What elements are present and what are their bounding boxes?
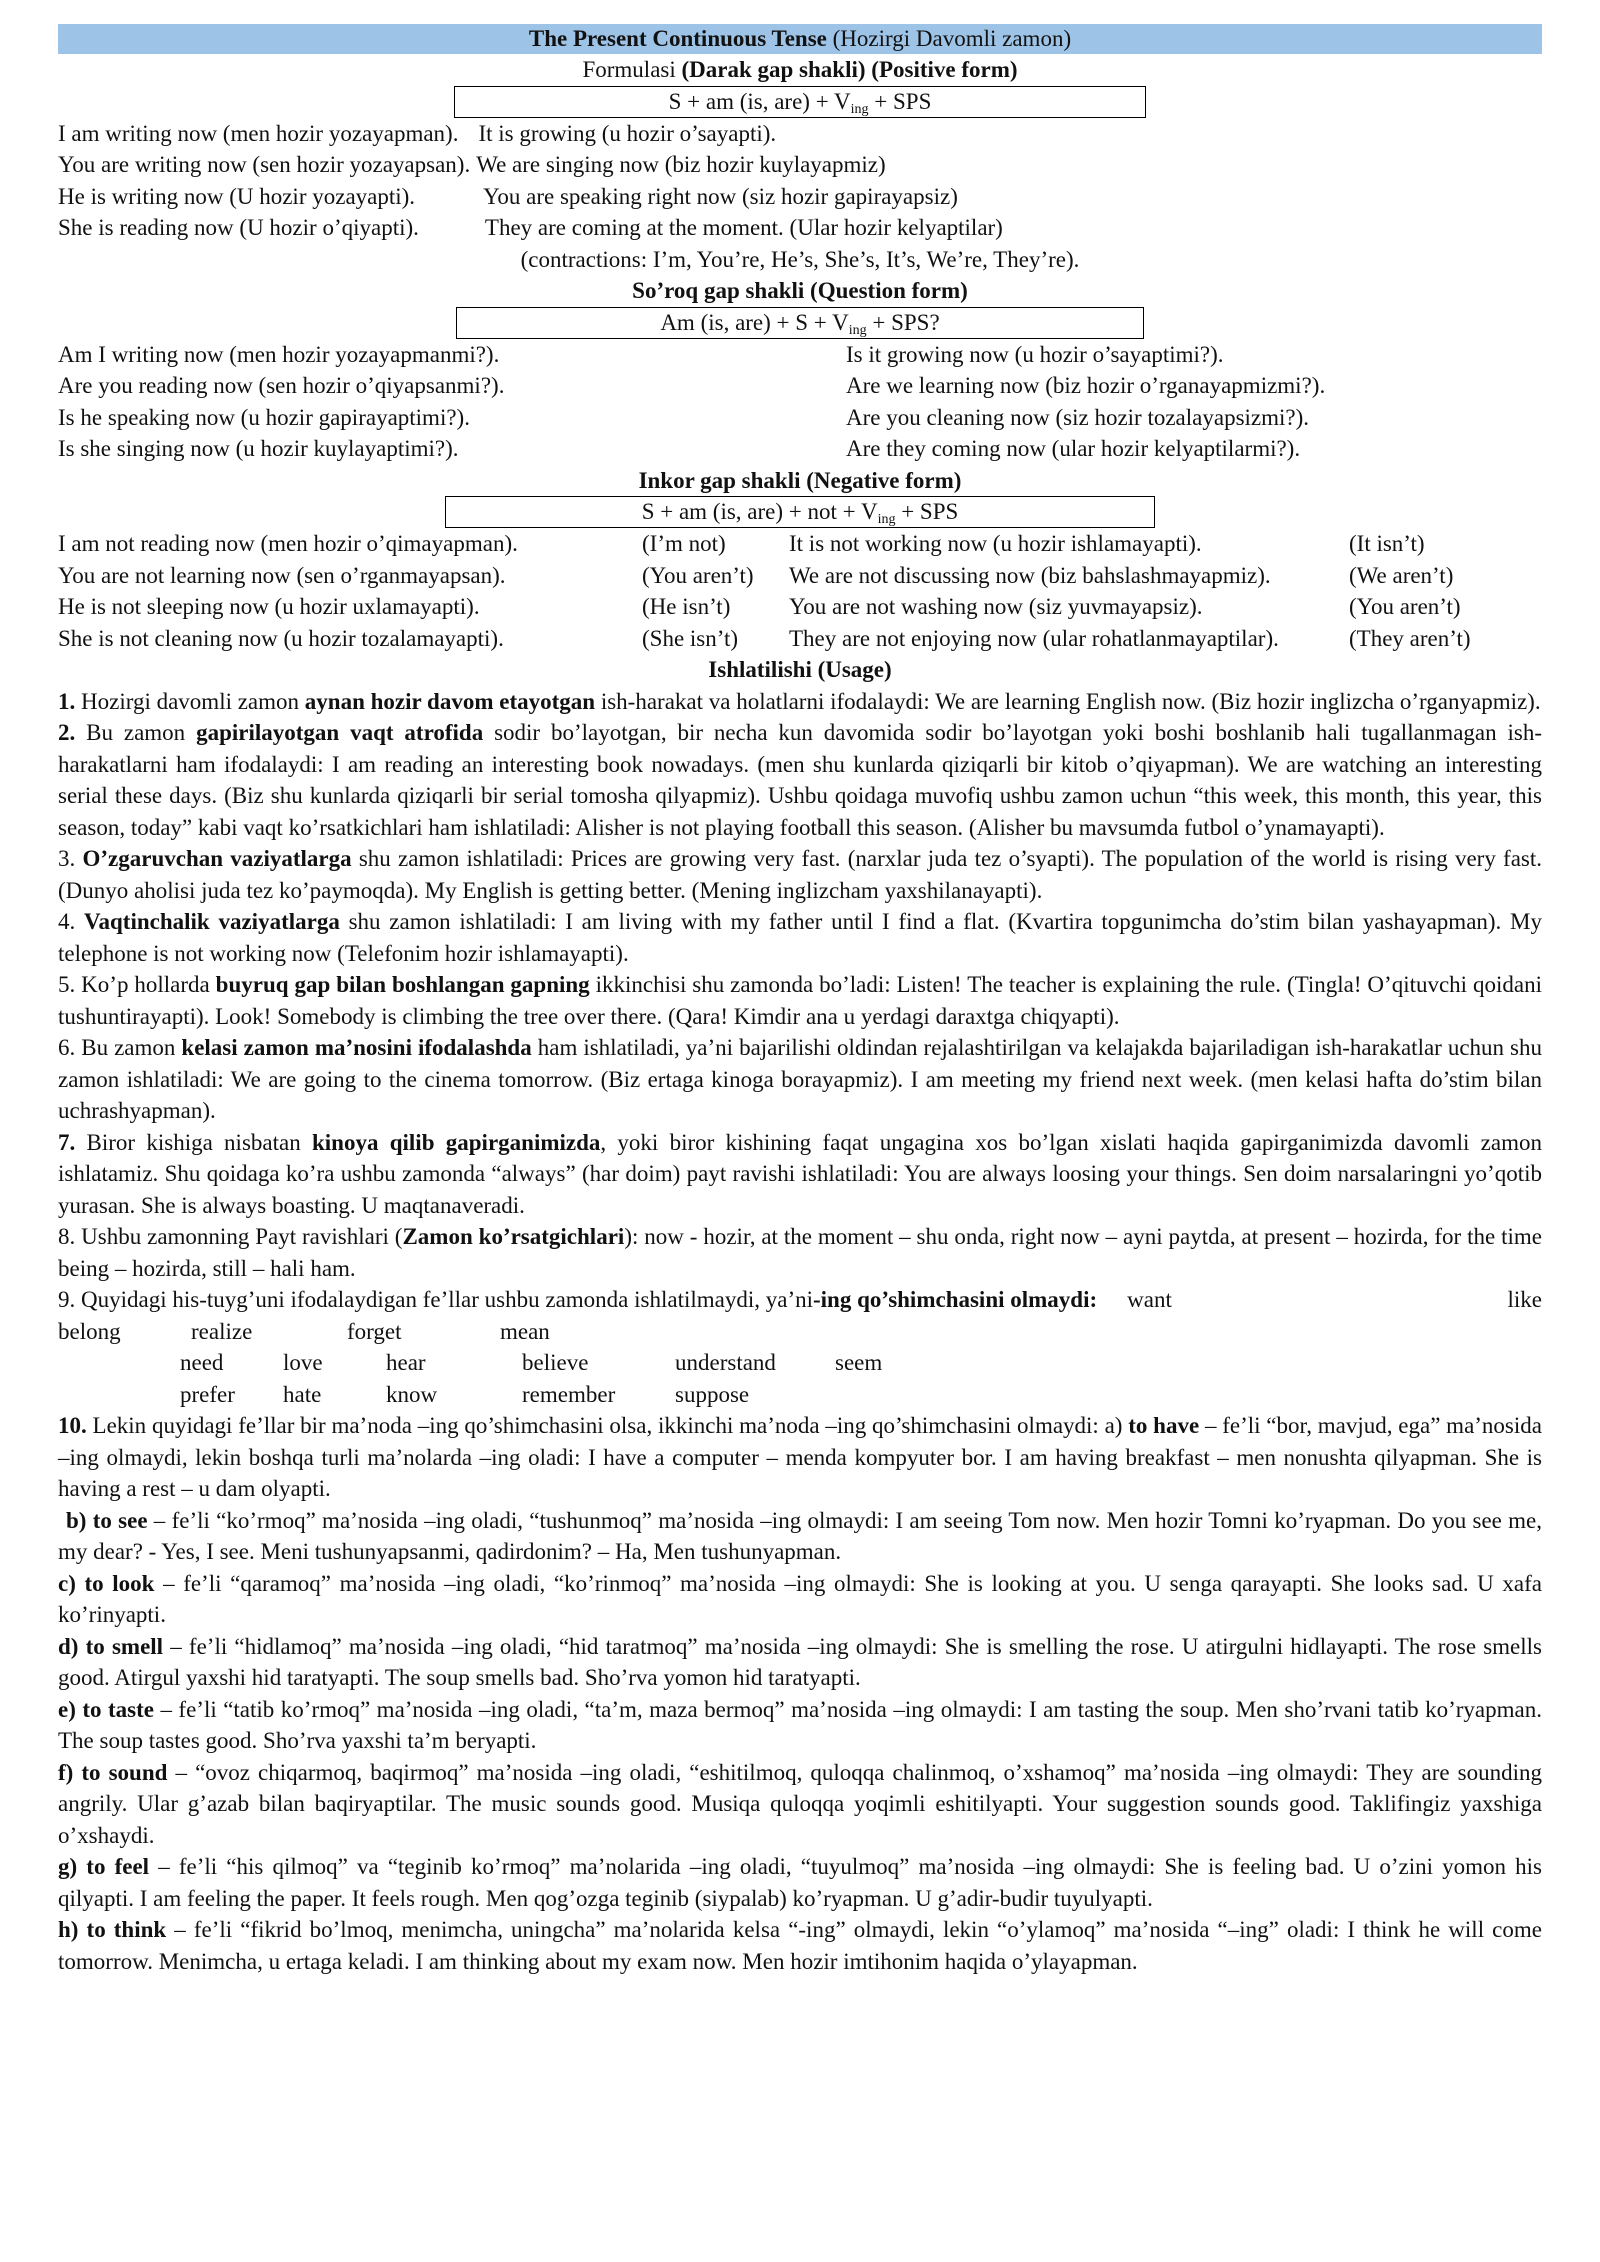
para-bold: h) to think (58, 1917, 167, 1942)
usage-paragraph-2 (58, 717, 1542, 843)
verb-word: want (1127, 1287, 1172, 1312)
negative-left: She is not cleaning now (u hozir tozalamayapti). (58, 625, 504, 651)
negative-left: You are not learning now (sen o’rganmayapsan). (58, 562, 506, 588)
negative-right-contraction: (You aren’t) (1349, 594, 1461, 619)
question-example-row (58, 402, 1542, 434)
para-bold: b) to see (66, 1507, 148, 1533)
negative-right: You are not washing now (siz yuvmayapsiz). (789, 594, 1203, 619)
usage-sub-d (58, 1631, 1542, 1694)
verb-list-row (58, 1347, 1542, 1379)
contractions-note: (contractions: I’m, You’re, He’s, She’s, It’s, We’re, They’re). (520, 246, 1080, 272)
verb-list-row (58, 1316, 1542, 1348)
usage-paragraph-1 (58, 686, 1542, 718)
usage-paragraph-10 (58, 1410, 1542, 1505)
para-bold: g) to feel (58, 1854, 150, 1879)
para-number: 5 (58, 972, 70, 997)
question-left: Are you reading now (sen hozir o’qiyapsanmi?). (58, 373, 505, 398)
document-title (58, 24, 1542, 54)
para-text: . Ko’p hollarda (69, 972, 216, 997)
verb-word: love (283, 1350, 323, 1375)
negative-left-contraction: (She isn’t) (642, 625, 739, 651)
title-rest: (Hozirgi Davomli zamon) (826, 26, 1072, 51)
para-number: 3 (58, 846, 70, 871)
para-number: 6 (58, 1035, 70, 1060)
para-text: – fe’li “ko’rmoq” ma’nosida –ing oladi, “tushunmoq” ma’nosida –ing olmaydi: I am seeing Tom now. Men hozir Tomni ko’ryapman. Do you see me, my dear? - Yes, I see. Meni tushunyapsanmi, qadirdonim? – Ha, Men tushunyapman. (58, 1507, 1542, 1564)
example-right: We are singing now (biz hozir kuylayapmiz) (476, 152, 886, 177)
formula-sub: ing (848, 322, 867, 338)
para-text: Lekin quyidagi fe’llar bir ma’noda –ing qo’shimchasini olsa, ikkinchi ma’noda –ing qo’shimchasini olmaydi: a) (86, 1413, 1129, 1438)
para-text: shu zamon ishlatiladi: Prices are growing very fast. (narxlar juda tez o’syapti). The population of the world is rising very fast. (Dunyo aholisi juda tez ko’paymoqda). My English is getting better. (Mening inglizcham yaxshilanayapti). (58, 846, 1543, 903)
formula-text: + SPS? (866, 309, 940, 335)
negative-heading (58, 465, 1542, 497)
para-number: 1. (58, 688, 76, 714)
formula-text: Am (is, are) + S + V (660, 309, 849, 335)
example-right: They are coming at the moment. (Ular hozir kelyaptilar) (484, 215, 1003, 240)
formula-text: S + am (is, are) + not + V (641, 499, 878, 524)
para-text: ): now - hozir, at the moment – shu onda, right now – ayni paytda, at present – hozirda, for the time being – hozirda, still – hali ham. (58, 1224, 1542, 1281)
para-bold: gapirilayotgan vaqt atrofida (196, 720, 484, 745)
usage-paragraph-5 (58, 969, 1542, 1032)
negative-left-contraction: (He isn’t) (642, 594, 731, 619)
negative-formula-box (445, 496, 1155, 528)
positive-formula-box (454, 86, 1146, 118)
negative-right: We are not discussing now (biz bahslashmayapmiz). (789, 562, 1271, 588)
question-left: Is he speaking now (u hozir gapirayaptimi?). (58, 404, 470, 430)
para-text: ish-harakat va holatlarni ifodalaydi: We are learning English now. (Biz hozir inglizcha o’rganyapmiz). (595, 688, 1541, 714)
para-number: 2. (58, 720, 76, 745)
para-bold: e) to taste (58, 1696, 154, 1722)
usage-heading (58, 654, 1542, 686)
question-example-row (58, 433, 1542, 465)
para-bold: buyruq gap bilan boshlangan gapning (215, 972, 590, 997)
para-text: – fe’li “his qilmoq” va “teginib ko’rmoq” ma’nolarida –ing oladi, “tuyulmoq” ma’nosida –ing olmaydi: She is feeling bad. U o’zini yomon his qilyapti. I am feeling the paper. It feels rough. Men qog’ozga teginib (siypalab) ko’ryapman. U g’adir-budir tuyulyapti. (58, 1854, 1542, 1911)
negative-heading-text: Inkor gap shakli (Negative form) (638, 467, 962, 493)
negative-left: He is not sleeping now (u hozir uxlamayapti). (58, 594, 480, 619)
para-text: Hozirgi davomli zamon (75, 688, 305, 714)
negative-example-row (58, 623, 1542, 655)
para-text: shu zamon ishlatiladi: I am living with my father until I find a flat. (Kvartira topgunimcha do’stim bilan yashayapman). My telephone is not working now (Telefonim hozir ishlamayapti). (58, 909, 1543, 966)
para-text: – fe’li “tatib ko’rmoq” ma’nosida –ing oladi, “ta’m, maza bermoq” ma’nosida –ing olmaydi: I am tasting the soup. Men sho’rvani tatib ko’ryapman. The soup tastes good. Sho’rva yaxshi ta’m beryapti. (58, 1696, 1542, 1753)
verb-word: need (180, 1350, 224, 1375)
usage-sub-h (58, 1914, 1542, 1977)
usage-paragraph-9 (58, 1284, 1542, 1316)
formula-text: + SPS (895, 499, 959, 524)
negative-example-row (58, 528, 1542, 560)
para-text: . (69, 846, 83, 871)
example-right: You are speaking right now (siz hozir gapirayapsiz) (483, 183, 958, 209)
verb-word: remember (522, 1381, 616, 1407)
verb-word: seem (835, 1350, 883, 1375)
positive-example-line (58, 181, 1542, 213)
question-heading (58, 275, 1542, 307)
usage-paragraph-8 (58, 1221, 1542, 1284)
para-text: sodir bo’layotgan, bir necha kun davomida sodir bo’layotgan yoki boshi boshlanib hali tugallanmagan ish-harakatlarni ham ifodalaydi: I am reading an interesting book nowadays. (men shu kunlarda qiziqarli bir kitob o’qiyapman). We are watching an interesting serial these days. (Biz shu kunlarda qiziqarli bir serial tomosha qilyapmiz). Ushbu qoidaga muvofiq ushbu zamon uchun “this week, this month, this year, this season, today” kabi vaqt ko’rsatkichlari ham ishlatiladi: Alisher is not playing football this season. (Alisher bu mavsumda futbol o’ynamayapti). (58, 720, 1542, 840)
example-left: I am writing now (men hozir yozayapman). (58, 120, 459, 146)
verb-word: forget (347, 1318, 402, 1344)
positive-example-line (58, 118, 1542, 150)
para-text: – fe’li “fikrid bo’lmoq, menimcha, uningcha” ma’nolarida kelsa “-ing” olmaydi, lekin “o’ylamoq” ma’nosida “–ing” oladi: I think he will come tomorrow. Menimcha, u ertaga keladi. I am thinking about my exam now. Men hozir imtihonim haqida o’ylayapman. (58, 1917, 1542, 1974)
usage-paragraph-6 (58, 1032, 1542, 1127)
verb-word: hate (283, 1381, 322, 1407)
para-text: – fe’li “hidlamoq” ma’nosida –ing oladi, “hid taratmoq” ma’nosida –ing olmaydi: She is smelling the rose. U atirgulni hidlayapti. The rose smells good. Atirgul yaxshi hid taratyapti. The soup smells bad. Sho’rva yomon hid taratyapti. (58, 1633, 1542, 1690)
verb-word: like (1507, 1287, 1542, 1312)
positive-heading-plain: Formulasi (582, 57, 682, 82)
document-page (58, 24, 1542, 1977)
positive-example-line (58, 212, 1542, 244)
para-text: – “ovoz chiqarmoq, baqirmoq” ma’nosida –ing oladi, “eshitilmoq, quloqqa chalinmoq, o’xshamoq” ma’nosida –ing olmaydi: They are sounding angrily. Ular g’azab bilan baqiryaptilar. The music sounds good. Musiqa quloqqa yoqimli eshitilyapti. Your suggestion sounds good. Taklifingiz yaxshiga o’xshaydi. (58, 1759, 1542, 1848)
verb-word: know (386, 1381, 438, 1407)
usage-paragraph-4 (58, 906, 1542, 969)
para-number: 7. (58, 1129, 76, 1155)
formula-text: S + am (is, are) + V (668, 88, 851, 114)
verb-word: belong (58, 1318, 121, 1344)
para-bold: -ing qo’shimchasini olmaydi: (813, 1287, 1098, 1312)
question-left: Is she singing now (u hozir kuylayaptimi?). (58, 436, 459, 461)
example-right: It is growing (u hozir o’sayapti). (478, 120, 777, 146)
para-bold: Vaqtinchalik vaziyatlarga (84, 909, 340, 934)
verb-list-row (58, 1379, 1542, 1411)
para-bold: to have (1128, 1413, 1200, 1438)
question-formula-box (456, 307, 1144, 339)
verb-word: prefer (180, 1381, 235, 1407)
question-left: Am I writing now (men hozir yozayapmanmi?). (58, 341, 500, 367)
verb-word: suppose (675, 1381, 750, 1407)
para-text: ikkinchisi shu zamonda bo’ladi: Listen! The teacher is explaining the rule. (Tingla! O’qituvchi qoidani tushuntirayapti). Look! Somebody is climbing the tree over there. (Qara! Kimdir ana u yerdagi daraxtga chiqyapti). (58, 972, 1542, 1029)
example-left: He is writing now (U hozir yozayapti). (58, 183, 416, 209)
para-bold: Zamon ko’rsatgichlari (402, 1224, 625, 1249)
para-text: Bu zamon (75, 720, 197, 745)
negative-example-row (58, 560, 1542, 592)
question-heading-text: So’roq gap shakli (Question form) (632, 278, 968, 303)
para-bold: f) to sound (58, 1759, 168, 1785)
usage-sub-f (58, 1757, 1542, 1852)
positive-example-line (58, 149, 1542, 181)
title-bold: The Present Continuous Tense (528, 26, 827, 51)
usage-heading-text: Ishlatilishi (Usage) (708, 657, 892, 682)
para-number: 4 (58, 909, 70, 934)
example-left: She is reading now (U hozir o’qiyapti). (58, 215, 419, 240)
usage-sub-b (58, 1505, 1542, 1568)
usage-paragraph-3 (58, 843, 1542, 906)
para-text: . Ushbu zamonning Payt ravishlari ( (69, 1224, 403, 1249)
para-text: – fe’li “qaramoq” ma’nosida –ing oladi, “ko’rinmoq” ma’nosida –ing olmaydi: She is looking at you. U senga qarayapti. She looks sad. U xafa ko’rinyapti. (58, 1570, 1542, 1627)
verb-word: hear (386, 1350, 426, 1375)
para-bold: d) to smell (58, 1633, 164, 1659)
formula-sub: ing (850, 101, 869, 117)
para-text: 9. Quyidagi his-tuyg’uni ifodalaydigan fe’llar ushbu zamonda ishlatilmaydi, ya’ni (58, 1287, 813, 1312)
para-text: – fe’li “bor, mavjud, ega” ma’nosida –ing olmaydi, lekin boshqa turli ma’nolarda –ing oladi: I have a computer – menda kompyuter bor. I am having breakfast – men nonushta qilyapman. She is having a rest – u dam olyapti. (58, 1413, 1542, 1501)
para-bold: O’zgaruvchan vaziyatlarga (82, 846, 352, 871)
usage-sub-g (58, 1851, 1542, 1914)
para-bold: kelasi zamon ma’nosini ifodalashda (181, 1035, 532, 1060)
negative-right-contraction: (It isn’t) (1349, 531, 1425, 556)
question-example-row (58, 339, 1542, 371)
verb-word: realize (191, 1318, 253, 1344)
negative-example-row (58, 591, 1542, 623)
verb-word: mean (500, 1318, 550, 1344)
usage-paragraph-7 (58, 1127, 1542, 1222)
negative-right-contraction: (They aren’t) (1349, 625, 1471, 651)
negative-left-contraction: (You aren’t) (642, 562, 754, 588)
question-right: Are you cleaning now (siz hozir tozalayapsizmi?). (846, 404, 1310, 430)
negative-right: They are not enjoying now (ular rohatlanmayaptilar). (789, 625, 1279, 651)
negative-left: I am not reading now (men hozir o’qimayapman). (58, 531, 518, 556)
para-bold: aynan hozir davom etayotgan (304, 688, 596, 714)
question-right: Are we learning now (biz hozir o’rganayapmizmi?). (846, 373, 1326, 398)
question-right: Are they coming now (ular hozir kelyaptilarmi?). (846, 436, 1301, 461)
verb-word: understand (675, 1350, 776, 1375)
negative-right: It is not working now (u hozir ishlamayapti). (789, 531, 1202, 556)
formula-sub: ing (877, 512, 896, 527)
verb-word: believe (522, 1350, 589, 1375)
usage-sub-c (58, 1568, 1542, 1631)
para-text: . Bu zamon (69, 1035, 182, 1060)
example-left: You are writing now (sen hozir yozayapsan). (58, 152, 471, 177)
formula-text: + SPS (868, 88, 932, 114)
para-number: 8 (58, 1224, 70, 1249)
para-number: 10. (58, 1413, 87, 1438)
para-text: . (69, 909, 85, 934)
question-right: Is it growing now (u hozir o’sayaptimi?). (846, 341, 1224, 367)
positive-heading (58, 54, 1542, 86)
question-example-row (58, 370, 1542, 402)
positive-heading-bold: (Darak gap shakli) (Positive form) (681, 57, 1018, 82)
para-bold: c) to look (58, 1570, 155, 1596)
para-bold: kinoya qilib gapirganimizda (311, 1129, 601, 1155)
para-text: , yoki biror kishining faqat ungagina xos bo’lgan xislati haqida gapirganimizda davomli zamon ishlatamiz. Shu qoidaga ko’ra ushbu zamonda “always” (har doim) payt ravishi ishlatiladi: You are always loosing your things. Sen doim narsalaringni yo’qotib yurasan. She is always boasting. U maqtanaveradi. (58, 1129, 1542, 1218)
negative-right-contraction: (We aren’t) (1349, 562, 1454, 588)
negative-left-contraction: (I’m not) (642, 531, 726, 556)
para-text: ham ishlatiladi, ya’ni bajarilishi oldindan rejalashtirilgan va kelajakda bajariladigan ish-harakatlar uchun shu zamon ishlatiladi: We are going to the cinema tomorrow. (Biz ertaga kinoga borayapmiz). I am meeting my friend next week. (men kelasi hafta do’stim bilan uchrashyapman). (58, 1035, 1542, 1123)
usage-sub-e (58, 1694, 1542, 1757)
para-text: Biror kishiga nisbatan (75, 1129, 312, 1155)
